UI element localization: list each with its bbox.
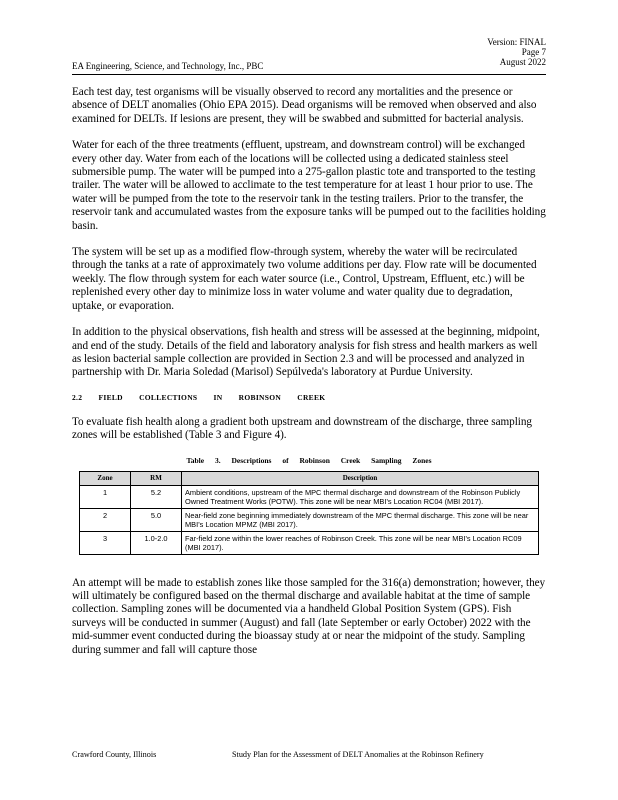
document-date: August 2022 <box>499 57 546 67</box>
table-caption: Table 3. Descriptions of Robinson Creek Sampling Zones <box>186 455 432 465</box>
page-number: Page 7 <box>521 47 546 57</box>
document-body <box>72 86 546 670</box>
table-row <box>80 508 539 531</box>
section-number: 2.2 <box>72 392 83 402</box>
rm-cell: 1.0-2.0 <box>131 531 182 554</box>
sampling-zones-table <box>79 471 539 555</box>
rm-cell: 5.0 <box>131 508 182 531</box>
paragraph-zone-configuration: An attempt will be made to establish zones like those sampled for the 316(a) demonstration; however, they will ultimately be configured based on the thermal discharge and available habitat at the time of sample collection. Sampling zones will be documented via a handheld Global Position System (GPS). Fish surveys will be conducted in summer (August) and fall (late September or early October) 2022 with the mid-summer event conducted during the bioassay study at or near the midpoint of the study. Sampling during summer and fall will capture those <box>72 576 546 656</box>
rm-cell: 5.2 <box>131 485 182 508</box>
section-heading <box>72 393 546 402</box>
section-title: FIELD COLLECTIONS IN ROBINSON CREEK <box>98 392 326 402</box>
paragraph-flow-system: The system will be set up as a modified flow-through system, whereby the water will be recirculated through the tanks at a rate of approximately two volume additions per day. Flow rate will be documented weekly. The flow through system for each water source (i.e., Control, Upstream, Effluent, etc.) will be replenished every other day to minimize loss in water volume and water quality due to degradation, uptake, or evaporation. <box>72 246 537 312</box>
table-row <box>80 485 539 508</box>
paragraph-fish-health: In addition to the physical observations, fish health and stress will be assessed at the beginning, midpoint, and end of the study. Details of the field and laboratory analysis for fish stress and health markers as well as lesion bacterial sample collection are provided in Section 2.3 and will be processed and analyzed in partnership with Dr. Maria Soledad (Marisol) Sepúlveda's laboratory at Purdue University. <box>72 326 540 379</box>
header-right-block <box>487 37 546 67</box>
footer-location: Crawford County, Illinois <box>72 750 157 759</box>
header-description: Description <box>182 471 539 485</box>
table-row <box>80 531 539 554</box>
paragraph-water-exchange: Water for each of the three treatments (effluent, upstream, and downstream control) will be exchanged every other day. Water from each of the locations will be collected using a dedicated stainless steel submersible pump. The water will be pumped into a 275-gallon plastic tote and transported to the testing trailer. The water will be allowed to acclimate to the test temperature for at least 1 hour prior to use. The water will be pumped from the tote to the reservoir tank in the testing trailers. Prior to the transfer, the reservoir tank and accumulated wastes from the exposure tanks will be pumped out to the facilities holding basin. <box>72 139 546 232</box>
header-rule <box>72 74 546 75</box>
paragraph-sampling-zones: To evaluate fish health along a gradient both upstream and downstream of the discharge, three sampling zones will be established (Table 3 and Figure 4). <box>72 415 532 442</box>
paragraph-observation: Each test day, test organisms will be visually observed to record any mortalities and the presence or absence of DELT anomalies (Ohio EPA 2015). Dead organisms will be removed when observed and also examined for DELTs. If lesions are present, they will be swabbed and submitted for bacterial analysis. <box>72 86 537 125</box>
header-zone: Zone <box>80 471 131 485</box>
company-name: EA Engineering, Science, and Technology, Inc., PBC <box>72 61 264 71</box>
description-cell: Ambient conditions, upstream of the MPC thermal discharge and downstream of the Robinson Publicly Owned Treatment Works (POTW). This zone will be near MBI’s Location RC04 (MBI 2017). <box>182 485 539 508</box>
version-label: Version: FINAL <box>487 37 546 47</box>
zone-cell: 3 <box>80 531 131 554</box>
description-cell: Near-field zone beginning immediately downstream of the MPC thermal discharge. This zone will be near MBI’s Location MPMZ (MBI 2017). <box>182 508 539 531</box>
footer-document-title: Study Plan for the Assessment of DELT Anomalies at the Robinson Refinery <box>232 750 484 759</box>
table-header-row <box>80 471 539 485</box>
description-cell: Far-field zone within the lower reaches of Robinson Creek. This zone will be near MBI’s Location RC09 (MBI 2017). <box>182 531 539 554</box>
header-rm: RM <box>131 471 182 485</box>
zone-cell: 2 <box>80 508 131 531</box>
zone-cell: 1 <box>80 485 131 508</box>
